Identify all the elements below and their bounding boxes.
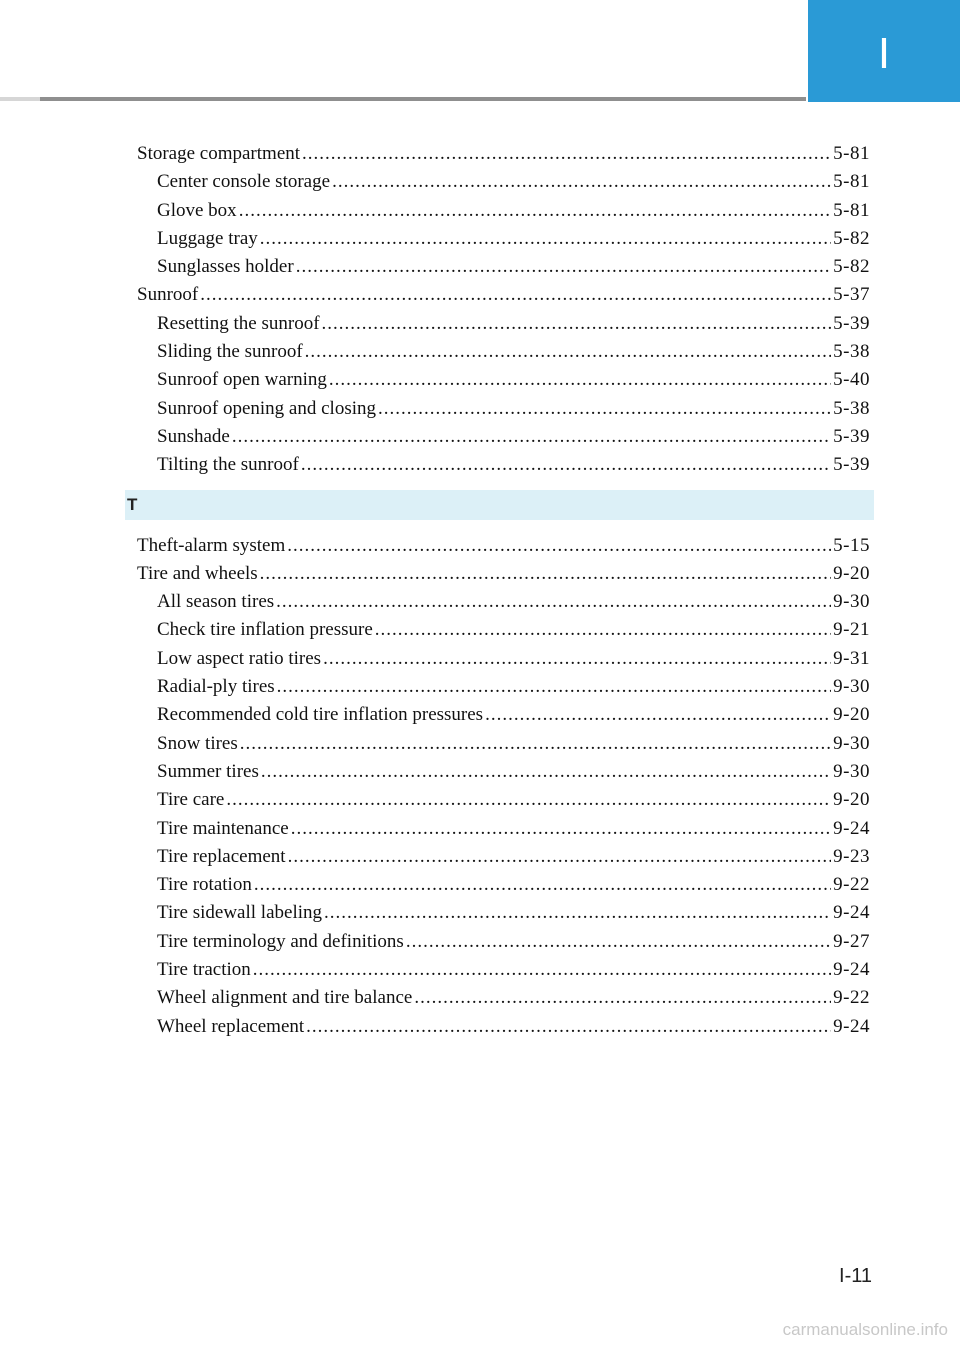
index-entry[interactable]: [137, 395, 870, 423]
index-entry[interactable]: [137, 786, 870, 814]
index-term: Recommended cold tire inflation pressures: [157, 704, 484, 726]
index-page-ref: 9-30: [833, 732, 870, 754]
header-rule: [0, 97, 806, 101]
index-term: Tilting the sunroof: [157, 454, 299, 476]
dot-leader: [378, 395, 831, 423]
dot-leader: [306, 1013, 831, 1041]
index-entry[interactable]: [137, 366, 870, 394]
index-term: Wheel replacement: [157, 1015, 305, 1037]
dot-leader: [254, 871, 831, 899]
dot-leader: [485, 701, 831, 729]
index-term: Tire and wheels: [137, 562, 258, 584]
dot-leader: [240, 730, 831, 758]
dot-leader: [260, 225, 831, 253]
index-entry[interactable]: [137, 560, 870, 588]
dot-leader: [277, 673, 832, 701]
index-page-ref: 9-24: [833, 902, 870, 924]
index-entry[interactable]: [137, 730, 870, 758]
index-page-ref: 9-24: [833, 959, 870, 981]
index-entry[interactable]: [137, 338, 870, 366]
index-page-ref: 5-37: [833, 284, 870, 306]
section-letter: I: [877, 29, 891, 78]
index-page-ref: 9-30: [833, 760, 870, 782]
index-entry[interactable]: [137, 423, 870, 451]
index-term: Low aspect ratio tires: [157, 647, 322, 669]
index-page-ref: 9-20: [833, 704, 870, 726]
index-page-ref: 5-39: [833, 312, 870, 334]
index-entry[interactable]: [137, 281, 870, 309]
index-entry[interactable]: [137, 928, 870, 956]
index-entry[interactable]: [137, 168, 870, 196]
index-entry[interactable]: [137, 871, 870, 899]
index-entry[interactable]: [137, 815, 870, 843]
index-page-ref: 9-22: [833, 874, 870, 896]
dot-leader: [287, 532, 831, 560]
index-term: Sunroof: [137, 284, 199, 306]
index-entry[interactable]: [137, 588, 870, 616]
index-entry[interactable]: [137, 899, 870, 927]
index-term: Tire care: [157, 789, 225, 811]
index-term: Sunshade: [157, 425, 230, 447]
index-page-ref: 9-23: [833, 845, 870, 867]
index-term: Storage compartment: [137, 143, 301, 164]
index-page-ref: 9-31: [833, 647, 870, 669]
dot-leader: [301, 451, 831, 479]
index-entry[interactable]: [137, 310, 870, 338]
index-entry[interactable]: [137, 701, 870, 729]
index-list: [127, 140, 870, 1041]
index-page-ref: 9-21: [833, 619, 870, 641]
index-page-ref: 9-22: [833, 987, 870, 1009]
index-term: Tire terminology and definitions: [157, 930, 404, 952]
index-term: Glove box: [157, 199, 237, 221]
index-page-ref: 5-40: [833, 369, 870, 391]
index-term: Radial-ply tires: [157, 676, 275, 698]
index-term: Tire rotation: [157, 874, 252, 896]
index-term: Sliding the sunroof: [157, 341, 303, 363]
letter-heading: [125, 490, 874, 520]
index-entry[interactable]: [137, 225, 870, 253]
letter-heading-label: T: [127, 494, 138, 514]
index-entry[interactable]: [137, 197, 870, 225]
dot-leader: [323, 645, 831, 673]
index-entry[interactable]: [137, 1013, 870, 1041]
dot-leader: [329, 366, 831, 394]
index-entry[interactable]: [137, 140, 870, 168]
dot-leader: [200, 281, 831, 309]
index-page-ref: 5-38: [833, 341, 870, 363]
dot-leader: [291, 815, 831, 843]
dot-leader: [324, 899, 831, 927]
index-page-ref: 5-15: [833, 534, 870, 556]
index-entry[interactable]: [137, 451, 870, 479]
dot-leader: [232, 423, 831, 451]
index-page-ref: 5-81: [833, 199, 870, 221]
index-term: Tire sidewall labeling: [157, 902, 322, 924]
page-number: I-11: [839, 1265, 872, 1287]
index-entry[interactable]: [137, 984, 870, 1012]
index-entry[interactable]: [137, 758, 870, 786]
index-entry[interactable]: [137, 673, 870, 701]
index-page-ref: 5-38: [833, 397, 870, 419]
index-page-ref: 5-82: [833, 256, 870, 278]
index-page-ref: 5-82: [833, 227, 870, 249]
index-entry[interactable]: [137, 616, 870, 644]
index-term: Resetting the sunroof: [157, 312, 320, 334]
index-term: Check tire inflation pressure: [157, 619, 373, 641]
index-term: Sunglasses holder: [157, 256, 294, 278]
index-term: All season tires: [157, 591, 275, 613]
index-page-ref: 9-20: [833, 789, 870, 811]
index-term: Tire maintenance: [157, 817, 289, 839]
dot-leader: [260, 560, 832, 588]
dot-leader: [226, 786, 831, 814]
index-page-ref: 9-30: [833, 676, 870, 698]
index-page-ref: 9-30: [833, 591, 870, 613]
dot-leader: [375, 616, 831, 644]
index-page-ref: 9-24: [833, 817, 870, 839]
index-term: Sunroof open warning: [157, 369, 327, 391]
section-tab: [808, 0, 960, 102]
index-term: Theft-alarm system: [137, 534, 286, 556]
index-page-ref: 5-39: [833, 454, 870, 476]
index-entry[interactable]: [137, 253, 870, 281]
index-term: Snow tires: [157, 732, 238, 754]
index-page-ref: 9-20: [833, 562, 870, 584]
dot-leader: [305, 338, 832, 366]
index-term: Sunroof opening and closing: [157, 397, 377, 419]
index-entry[interactable]: [137, 956, 870, 984]
index-term: Center console storage: [157, 171, 331, 193]
index-entry[interactable]: [137, 843, 870, 871]
dot-leader: [239, 197, 831, 225]
watermark: carmanualsonline.info: [782, 1320, 948, 1339]
index-page-ref: 9-24: [833, 1015, 870, 1037]
dot-leader: [302, 140, 831, 168]
index-page-ref: 5-81: [833, 171, 870, 193]
index-term: Summer tires: [157, 760, 259, 782]
dot-leader: [414, 984, 831, 1012]
dot-leader: [276, 588, 831, 616]
index-page-ref: 5-81: [833, 143, 870, 164]
index-term: Tire replacement: [157, 845, 286, 867]
index-entry[interactable]: [137, 532, 870, 560]
dot-leader: [296, 253, 831, 281]
index-entry[interactable]: [137, 645, 870, 673]
index-term: Luggage tray: [157, 227, 258, 249]
index-term: Wheel alignment and tire balance: [157, 987, 413, 1009]
dot-leader: [253, 956, 831, 984]
dot-leader: [322, 310, 832, 338]
dot-leader: [288, 843, 832, 871]
index-page-ref: 9-27: [833, 930, 870, 952]
dot-leader: [261, 758, 831, 786]
dot-leader: [406, 928, 831, 956]
index-term: Tire traction: [157, 959, 251, 981]
dot-leader: [332, 168, 831, 196]
index-page-ref: 5-39: [833, 425, 870, 447]
